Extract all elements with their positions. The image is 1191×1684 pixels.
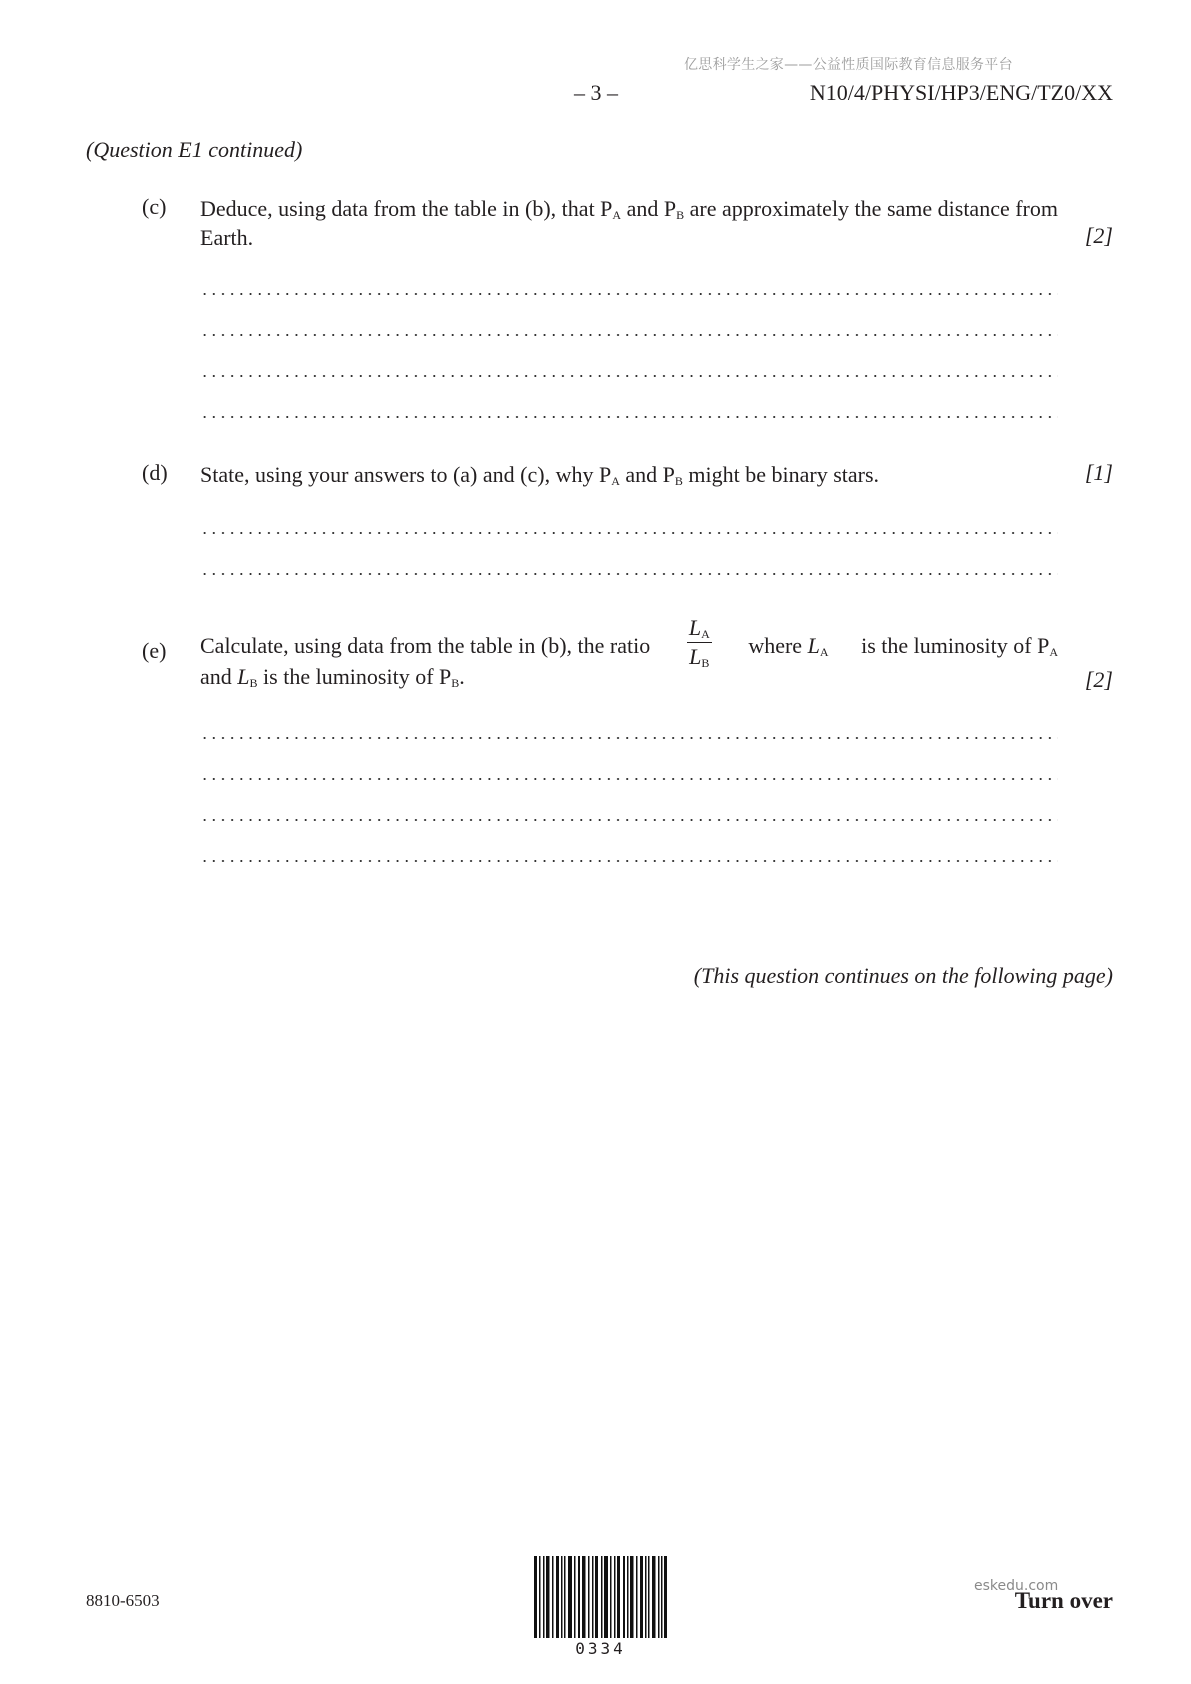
answer-line[interactable] — [200, 573, 1058, 575]
header-watermark: 亿思科学生之家——公益性质国际教育信息服务平台 — [684, 57, 1013, 73]
continues-next-page-note: (This question continues on the following page) — [693, 963, 1113, 988]
answer-line[interactable] — [200, 334, 1058, 336]
luminosity-ratio-fraction: $\frac{L_A}{L_B}$ — [688, 614, 710, 670]
turn-over-label: Turn over — [1014, 1588, 1113, 1613]
barcode — [534, 1556, 667, 1638]
question-continued-label: (Question E1 continued) — [86, 137, 303, 162]
answer-line[interactable] — [200, 860, 1058, 862]
question-e-marks: [2] — [1084, 667, 1113, 692]
answer-line[interactable] — [200, 819, 1058, 821]
question-d-marks: [1] — [1084, 460, 1113, 485]
page-number: – 3 – — [574, 80, 618, 105]
question-d-label: (d) — [142, 460, 168, 485]
question-d-text: State, using your answers to (a) and (c), why $P_A$ and $P_B$ might be binary stars. — [200, 462, 880, 488]
answer-line[interactable] — [200, 778, 1058, 780]
question-e-label: (e) — [142, 638, 167, 663]
answer-line[interactable] — [200, 737, 1058, 739]
question-c-label: (c) — [142, 194, 167, 219]
footer-code: 8810-6503 — [86, 1591, 160, 1610]
answer-line[interactable] — [200, 375, 1058, 377]
question-c-text: Deduce, using data from the table in (b), that $P_A$ and $P_B$ are approximately the same distance from Earth. — [200, 196, 1058, 250]
paper-code: N10/4/PHYSI/HP3/ENG/TZ0/XX — [809, 80, 1113, 105]
question-e-text: Calculate, using data from the table in (b), the ratio $\frac{L_A}{L_B}$ where $L_A$ is the luminosity of $P_A$ and $L_B$ is the luminosity of $P_B$. — [200, 614, 1058, 690]
footer-watermark: eskedu.com — [974, 1578, 1059, 1594]
question-c-marks: [2] — [1084, 223, 1113, 248]
answer-line[interactable] — [200, 416, 1058, 418]
barcode-number: 0334 — [575, 1639, 626, 1658]
answer-line[interactable] — [200, 532, 1058, 534]
answer-line[interactable] — [200, 293, 1058, 295]
